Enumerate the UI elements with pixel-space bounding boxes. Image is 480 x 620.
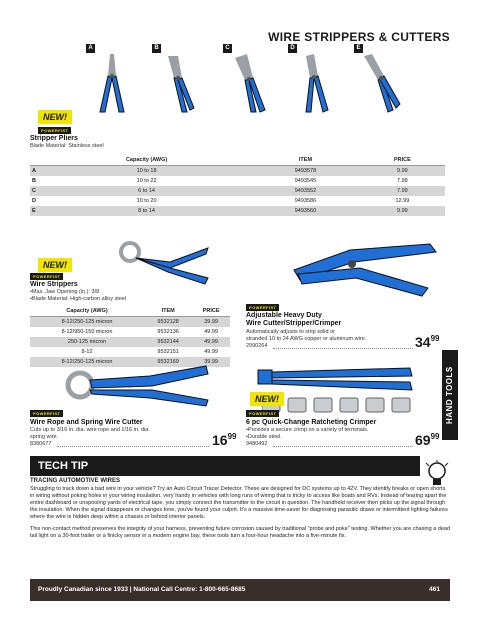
tech-tip-title: TECH TIP — [30, 456, 420, 476]
cell-item: 9532136 — [157, 328, 179, 335]
price-cents: 99 — [430, 432, 440, 441]
cell-capacity: 6 to 14 — [42, 186, 251, 196]
product-name: Adjustable Heavy Duty — [246, 312, 322, 319]
cell-capacity: 250-125 micron — [30, 337, 144, 347]
wire-strippers-table — [30, 306, 230, 367]
row-label: E — [30, 206, 42, 216]
product-name: Wire Cutter/Stripper/Crimper — [246, 320, 342, 327]
cell-item: 9493578 — [251, 166, 360, 176]
column-header: PRICE — [192, 306, 230, 317]
page-footer — [30, 579, 450, 601]
tool-letter-c: C — [223, 44, 232, 53]
cell-price: 7.99 — [360, 186, 445, 196]
cell-item: 9532144 — [144, 337, 192, 347]
new-badge: NEW! — [38, 258, 72, 272]
cell-price: 12.99 — [395, 197, 410, 204]
crimper-tool-icon — [290, 240, 440, 298]
tool-letter-b: B — [152, 44, 161, 53]
cell-capacity: 8-12 — [81, 348, 93, 355]
row-label: D — [32, 197, 36, 204]
brand-logo: POWERFIST — [246, 410, 279, 417]
column-header: Capacity (AWG) — [30, 306, 144, 317]
product-sku: 8380677 — [30, 441, 52, 447]
cell-capacity: 8 to 14 — [42, 206, 251, 216]
product-description: Automatically adjusts to strip solid or — [246, 329, 335, 335]
cell-item: 9493545 — [294, 177, 317, 184]
leader-dots — [273, 348, 413, 349]
stripper-pliers-table — [30, 155, 445, 216]
tool-figure-b — [152, 44, 204, 116]
brand-logo: POWERFIST — [246, 304, 279, 311]
tool-figure-d — [288, 44, 340, 116]
tech-tip-heading: TRACING AUTOMOTIVE WIRES — [30, 478, 120, 484]
stripper-pliers-icon — [358, 52, 402, 114]
price-cents: 99 — [227, 432, 237, 441]
column-header: PRICE — [360, 155, 445, 166]
table-row — [30, 196, 445, 206]
tool-letter-d: D — [288, 44, 297, 53]
ratcheting-crimper-icon — [256, 362, 416, 392]
product-spec: •Blade Material: High-carbon alloy steel — [30, 296, 127, 302]
table-row — [30, 206, 445, 216]
brand-logo: POWERFIST — [30, 273, 63, 280]
table-row — [30, 176, 445, 186]
row-label: B — [32, 177, 36, 184]
column-header: Capacity (AWG) — [42, 155, 251, 166]
cell-price: 9.99 — [360, 166, 445, 176]
column-header: ITEM — [144, 306, 192, 317]
cell-price: 39.99 — [192, 317, 230, 327]
cell-price: 49.99 — [192, 337, 230, 347]
tech-tip-paragraph: This non-contact method preserves the integrity of your harness, preventing future corrosion caused by traditional "probe and poke" testing. Whether you are chasing a dead tail light on a 30-foot trailer or a finicky sensor in a modern engine bay, these tools turn a four-hour headache into a five-minute fix. — [30, 526, 451, 539]
cell-item: 9532151 — [157, 348, 179, 355]
table-row — [30, 347, 230, 357]
brand-logo: POWERFIST — [30, 410, 63, 417]
cell-price: 49.99 — [204, 328, 218, 335]
product-name: 6 pc Quick-Change Ratcheting Crimper — [246, 419, 377, 426]
table-row — [30, 337, 230, 347]
brand-logo: POWERFIST — [38, 127, 71, 134]
cell-capacity: 10 to 18 — [42, 166, 251, 176]
price-dollars: 16 — [212, 432, 228, 448]
row-label: A — [30, 166, 42, 176]
cell-capacity: 8-12/250-125 micron — [30, 357, 144, 367]
product-description: •Provides a secure crimp on a variety of terminals. — [246, 427, 369, 433]
page-title: WIRE STRIPPERS & CUTTERS — [268, 30, 450, 44]
price-dollars: 34 — [415, 334, 431, 350]
product-description: Cuts up to 3/16 in. dia. wire rope and 1/16 in. dia. — [30, 427, 150, 433]
product-name: Wire Rope and Spring Wire Cutter — [30, 419, 143, 426]
product-description: stranded 10 to 24 AWG copper or aluminum wire. — [246, 336, 367, 342]
cell-capacity: 8-12/250-125 micron — [30, 317, 144, 327]
table-header-row — [30, 155, 445, 166]
price — [415, 432, 439, 448]
section-side-tab: HAND TOOLS — [442, 350, 458, 440]
stripper-pliers-icon — [227, 52, 271, 114]
tool-figure-e — [354, 44, 406, 116]
tech-tip-body — [30, 478, 450, 545]
product-spec: Blade Material: Stainless steel — [30, 143, 104, 149]
tool-letter-e: E — [354, 44, 363, 53]
cell-item: 9493560 — [251, 206, 360, 216]
row-label: C — [30, 186, 42, 196]
table-header-row — [30, 306, 230, 317]
cell-item: 9493552 — [251, 186, 360, 196]
product-sku: 9480492 — [246, 441, 268, 447]
cell-item: 9532128 — [144, 317, 192, 327]
tool-figure-a — [86, 44, 138, 116]
product-spec: •Max. Jaw Opening (in.): 3/8 — [30, 289, 100, 295]
cell-capacity: 8-12/950-150 micron — [61, 328, 113, 335]
product-name: Wire Strippers — [30, 281, 78, 288]
tool-letter-a: A — [86, 44, 95, 53]
stripper-pliers-icon — [156, 52, 200, 114]
leader-dots — [273, 446, 413, 447]
cell-price: 7.99 — [397, 177, 408, 184]
tool-figure-c — [223, 44, 275, 116]
wire-strippers-icon — [110, 230, 210, 290]
cell-price: 39.99 — [192, 357, 230, 367]
price — [212, 432, 236, 448]
cell-capacity: 10 to 20 — [136, 197, 157, 204]
price-cents: 99 — [430, 334, 440, 343]
column-header — [30, 155, 42, 166]
price-dollars: 69 — [415, 432, 431, 448]
cell-price: 9.99 — [360, 206, 445, 216]
cell-capacity: 10 to 22 — [136, 177, 157, 184]
page-number: 461 — [429, 586, 440, 593]
leader-dots — [57, 446, 209, 447]
column-header: ITEM — [251, 155, 360, 166]
crimp-dies-icon — [262, 396, 412, 414]
new-badge: NEW! — [38, 110, 72, 124]
table-row — [30, 317, 230, 327]
table-row — [30, 166, 445, 176]
cell-price: 49.99 — [204, 348, 218, 355]
table-row — [30, 327, 230, 337]
cell-item: 9493586 — [294, 197, 317, 204]
product-description: •Durable steel. — [246, 434, 282, 440]
cable-cutter-icon — [60, 362, 210, 408]
product-description: spring wire. — [30, 434, 59, 440]
tech-tip-paragraph: Struggling to track down a bad wire in your vehicle? Try an Auto Circuit Tracer Detector. These are designed for DC systems up to 42V. They identify breaks or open shorts in wiring without poking holes in your wiring insulation, very handy in vehicles with long runs of wiring that is tricky to access like boats and RVs. Instead of tearing apart the entire dashboard or unspooling yards of electrical tape, you simply connect the transmitter to the circuit in question. The handheld receiver then picks up the signal through the insulation. When the signal disappears or changes tone, you've found your culprit. It's a massive time-saver for diagnosing parasitic draws or intermittent lighting failures where the wire is hidden deep within a chassis or behind interior panels. — [30, 486, 448, 520]
product-sku: 2990264 — [246, 343, 268, 349]
stripper-pliers-icon — [292, 52, 336, 114]
product-name: Stripper Pliers — [30, 135, 78, 142]
stripper-pliers-icon — [90, 52, 134, 114]
footer-text: Proudly Canadian since 1933 | National Call Centre: 1-800-665-8685 — [38, 586, 246, 593]
price — [415, 334, 439, 350]
new-badge: NEW! — [250, 392, 284, 406]
table-row — [30, 186, 445, 196]
cell-item: 9532169 — [144, 357, 192, 367]
